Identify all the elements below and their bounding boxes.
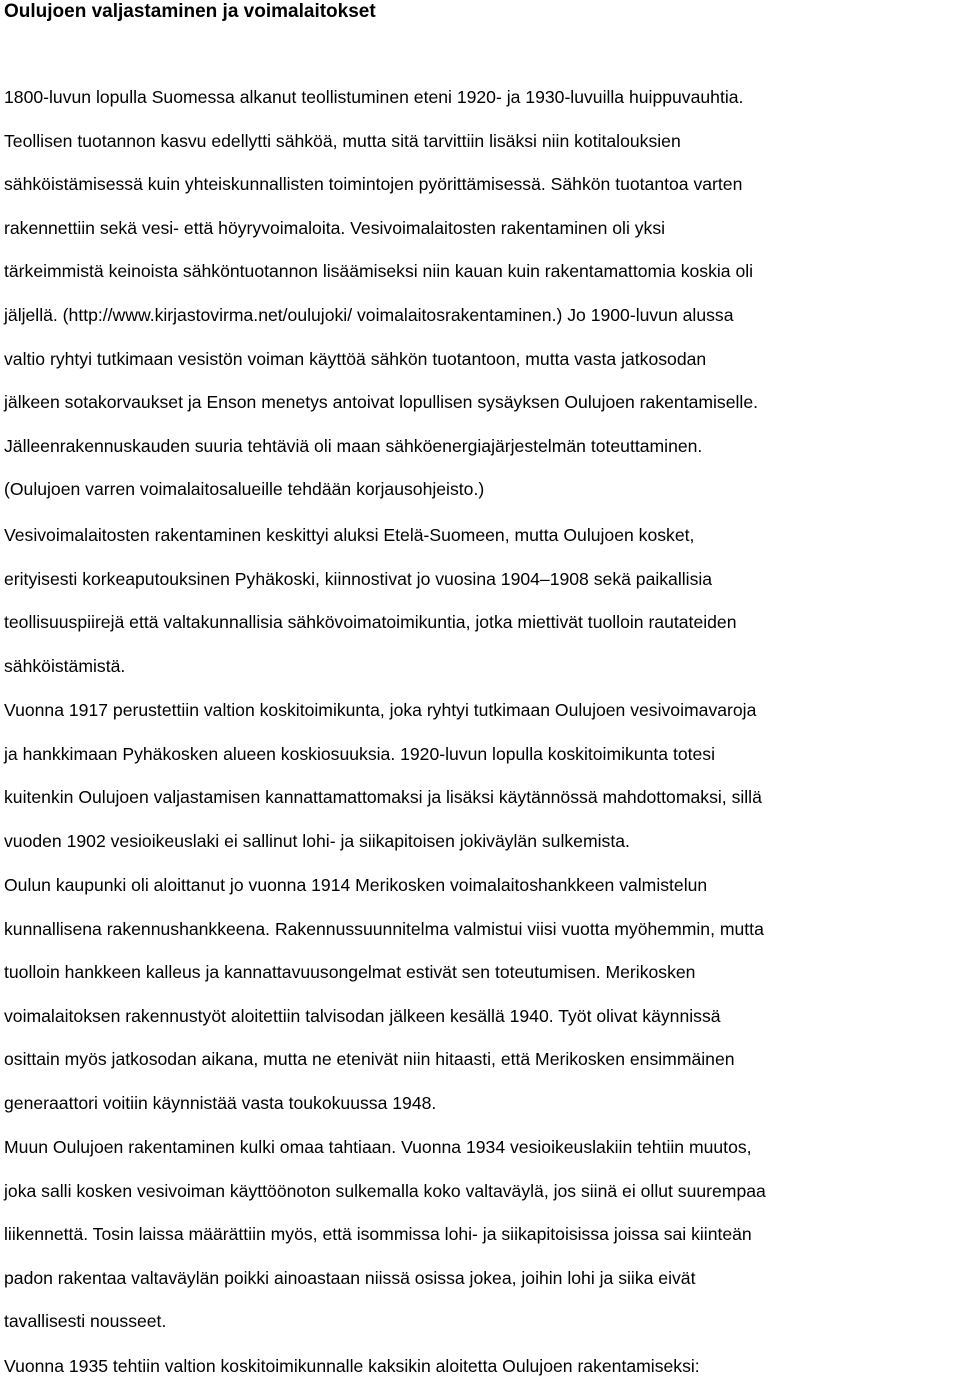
text-line: tavallisesti nousseet. — [4, 1311, 167, 1332]
text-line: jäljellä. (http://www.kirjastovirma.net/oulujoki/ voimalaitosrakentaminen.) Jo 1900-luvun alussa — [4, 304, 734, 325]
paragraph-4 — [4, 864, 764, 1126]
text-line: Vuonna 1917 perustettiin valtion koskitoimikunta, joka ryhtyi tutkimaan Oulujoen vesivoimavaroja — [4, 700, 757, 720]
text-line: erityisesti korkeaputouksinen Pyhäkoski, kiinnostivat jo vuosina 1904–1908 sekä paikallisia — [4, 568, 713, 589]
text-line: Teollisen tuotannon kasvu edellytti sähköä, mutta sitä tarvittiin lisäksi niin kotitalouksien — [4, 130, 681, 151]
text-line: tuolloin hankkeen kalleus ja kannattavuusongelmat estivät sen toteutumisen. Merikosken — [4, 962, 696, 983]
text-line: rakennettiin sekä vesi- että höyryvoimaloita. Vesivoimalaitosten rakentaminen oli yksi — [4, 217, 666, 238]
text-line: joka salli kosken vesivoiman käyttöönoton sulkemalla koko valtaväylä, jos siinä ei ollut suurempaa — [4, 1180, 766, 1201]
text-line: jälkeen sotakorvaukset ja Enson menetys antoivat lopullisen sysäyksen Oulujoen rakentamiselle. — [4, 392, 759, 413]
text-line: generaattori voitiin käynnistää vasta toukokuussa 1948. — [4, 1092, 437, 1113]
text-line: sähköistämisessä kuin yhteiskunnallisten toimintojen pyörittämisessä. Sähkön tuotantoa varten — [4, 174, 743, 195]
paragraph-6 — [4, 1345, 700, 1381]
paragraph-3 — [4, 689, 762, 863]
text-line: liikennettä. Tosin laissa määrättiin myös, että isommissa lohi- ja siikapitoisissa joissa sai kiinteän — [4, 1224, 752, 1245]
text-line: tärkeimmistä keinoista sähköntuotannon lisäämiseksi niin kauan kuin rakentamattomia koskia oli — [4, 261, 754, 282]
text-line: Vuonna 1935 tehtiin valtion koskitoimikunnalle kaksikin aloitetta Oulujoen rakentamiseksi: — [4, 1356, 700, 1376]
paragraph-2 — [4, 514, 737, 688]
text-line: Oulun kaupunki oli aloittanut jo vuonna 1914 Merikosken voimalaitoshankkeen valmistelun — [4, 875, 708, 895]
paragraph-1 — [4, 76, 758, 512]
text-line: Jälleenrakennuskauden suuria tehtäviä oli maan sähköenergiajärjestelmän toteuttaminen. — [4, 435, 703, 456]
text-line: vuoden 1902 vesioikeuslaki ei sallinut lohi- ja siikapitoisen jokiväylän sulkemista. — [4, 830, 630, 851]
text-line: kuitenkin Oulujoen valjastamisen kannattamattomaksi ja lisäksi käytännössä mahdottomaksi, sillä — [4, 787, 762, 808]
text-line: osittain myös jatkosodan aikana, mutta ne etenivät niin hitaasti, että Merikosken ensimmäinen — [4, 1049, 735, 1070]
text-line: sähköistämistä. — [4, 655, 126, 676]
document-title: Oulujoen valjastaminen ja voimalaitokset — [4, 1, 376, 22]
text-line: kunnallisena rakennushankkeena. Rakennussuunnitelma valmistui viisi vuotta myöhemmin, mutta — [4, 918, 764, 939]
text-line: ja hankkimaan Pyhäkosken alueen koskiosuuksia. 1920-luvun lopulla koskitoimikunta totesi — [4, 743, 716, 764]
text-line: Vesivoimalaitosten rakentaminen keskittyi aluksi Etelä-Suomeen, mutta Oulujoen kosket, — [4, 525, 695, 545]
text-line: 1800-luvun lopulla Suomessa alkanut teollistuminen eteni 1920- ja 1930-luvuilla huippuvauhtia. — [4, 87, 744, 107]
text-line: (Oulujoen varren voimalaitosalueille tehdään korjausohjeisto.) — [4, 479, 485, 500]
paragraph-5 — [4, 1126, 766, 1344]
text-line: voimalaitoksen rakennustyöt aloitettiin talvisodan jälkeen kesällä 1940. Työt olivat käynnissä — [4, 1005, 721, 1026]
text-line: Muun Oulujoen rakentaminen kulki omaa tahtiaan. Vuonna 1934 vesioikeuslakiin tehtiin muutos, — [4, 1137, 752, 1157]
text-line: teollisuuspiirejä että valtakunnallisia sähkövoimatoimikuntia, jotka miettivät tuolloin rautateiden — [4, 612, 737, 633]
text-line: padon rakentaa valtaväylän poikki ainoastaan niissä osissa jokea, joihin lohi ja siika eivät — [4, 1267, 696, 1288]
text-line: valtio ryhtyi tutkimaan vesistön voiman käyttöä sähkön tuotantoon, mutta vasta jatkosodan — [4, 348, 707, 369]
